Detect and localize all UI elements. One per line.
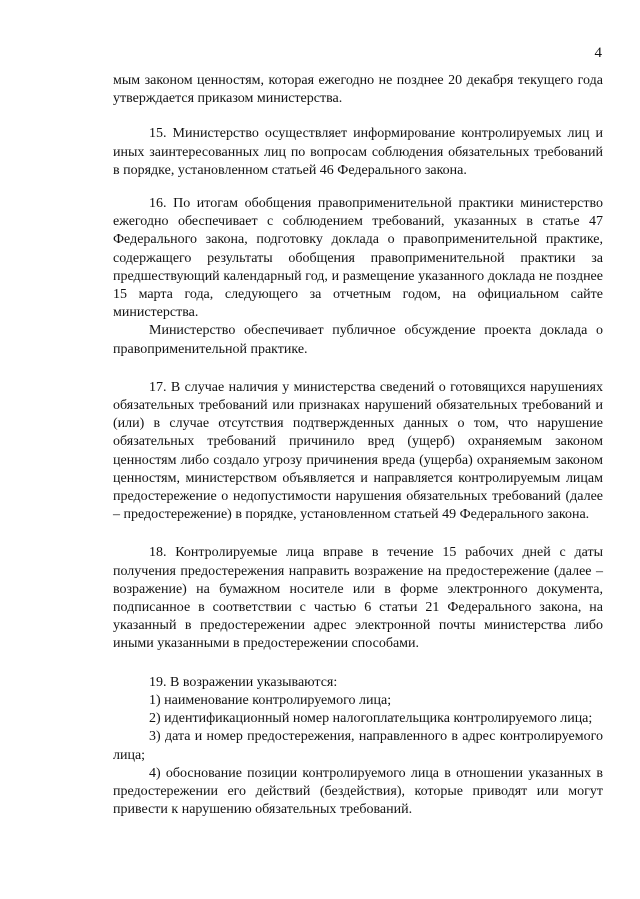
paragraph-16-public-discussion: Министерство обеспечивает публичное обсуждение проекта доклада о правоприменительной практике. [113,323,603,357]
paragraph-18: 18. Контролируемые лица вправе в течение 15 рабочих дней с даты получения предостережения направить возражение на предостережение (далее – возражение) на бумажном носителе или в форме электронного документа, подписанное в соответствии с частью 6 статьи 21 Федерального закона, на указанный в предостережении адрес электронной почты министерства либо иными указанными в предостережении способами. [113,545,603,652]
paragraph-15: 15. Министерство осуществляет информирование контролируемых лиц и иных заинтересованных лиц по вопросам соблюдения обязательных требований в порядке, установленном статьей 46 Федерального закона. [113,126,603,178]
page-number: 4 [594,45,602,61]
list-item-3: 3) дата и номер предостережения, направленного в адрес контролируемого лица; [113,729,603,763]
paragraph-16: 16. По итогам обобщения правоприменительной практики министерство ежегодно обеспечивает с соблюдением требований, указанных в статье 47 Федерального закона, подготовку доклада о правоприменительной практике, содержащего результаты обобщения правоприменительной практики за предшествующий календарный год, и размещение указанного доклада не позднее 15 марта года, следующего за отчетным годом, на официальном сайте министерства. [113,196,603,321]
document-body [113,72,603,819]
paragraph-17: 17. В случае наличия у министерства сведений о готовящихся нарушениях обязательных требований или признаках нарушений обязательных требований и (или) в случае отсутствия подтвержденных данных о том, что нарушение обязательных требований причинило вред (ущерб) охраняемым законом ценностям либо создало угрозу причинения вреда (ущерба) охраняемым законом ценностям, министерством объявляется и направляется контролируемым лицам предостережение о недопустимости нарушения обязательных требований (далее – предостережение) в порядке, установленном статьей 49 Федерального закона. [113,379,603,523]
paragraph-continuation: мым законом ценностям, которая ежегодно не позднее 20 декабря текущего года утверждается приказом министерства. [113,73,603,107]
paragraph-19: 19. В возражении указываются: [149,674,338,690]
list-item-4: 4) обоснование позиции контролируемого лица в отношении указанных в предостережении его действий (бездействия), которые приводят или могут привести к нарушению обязательных требований. [113,765,603,818]
list-item-2: 2) идентификационный номер налогоплательщика контролируемого лица; [149,711,593,727]
list-item-1: 1) наименование контролируемого лица; [149,692,392,708]
